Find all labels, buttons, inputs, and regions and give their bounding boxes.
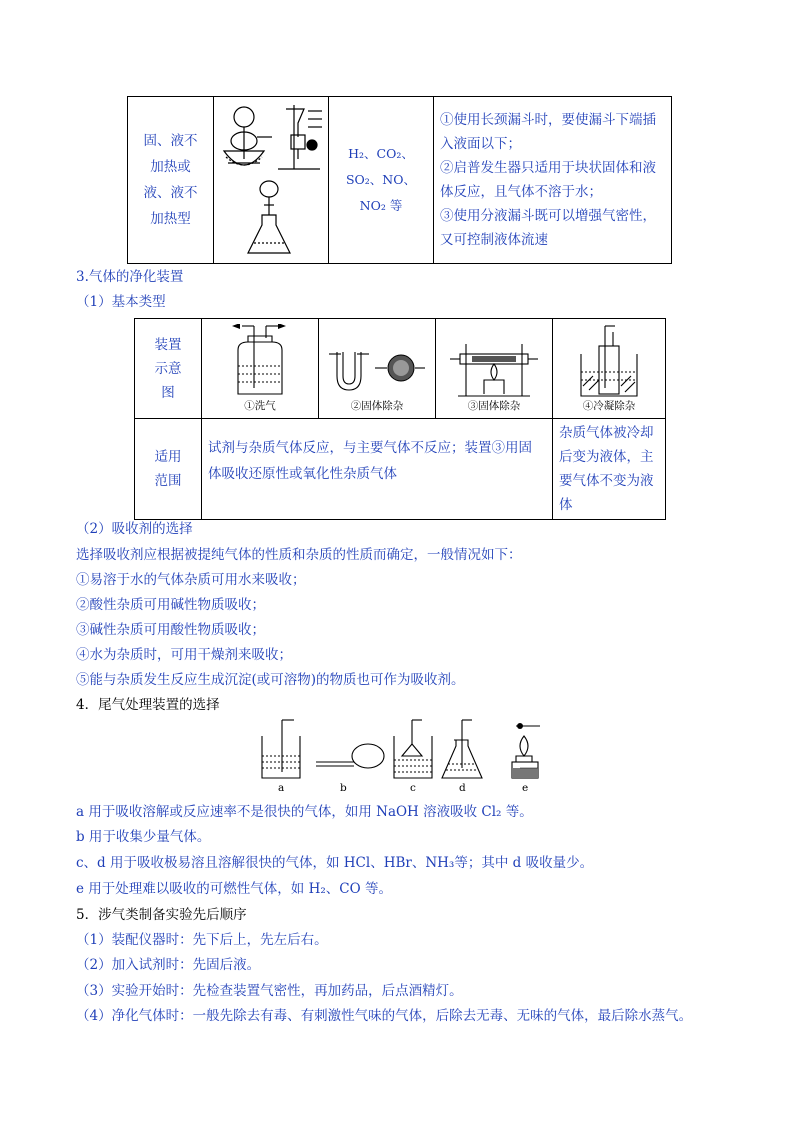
gases-list	[329, 141, 433, 219]
fig-label-c: c	[410, 782, 416, 794]
fig-label-a: a	[278, 782, 285, 794]
section5-title: 5．涉气类制备实验先后顺序	[76, 907, 247, 923]
type-label: 固、液不加热或液、液不加热型	[143, 133, 198, 227]
row2-header-cell	[135, 419, 202, 520]
tail-gas-line-cd: c、d 用于吸收极易溶且溶解很快的气体，如 HCl、HBr、NH₃等；其中 d 吸收量少。	[76, 855, 594, 871]
gases-line-3: NO₂ 等	[359, 198, 403, 213]
section3-title: 3.气体的净化装置	[76, 269, 184, 285]
fig-label-d: d	[459, 782, 466, 794]
order-item-1: （1）装配仪器时：先下后上，先左后右。	[76, 932, 328, 948]
wash-cell	[202, 319, 319, 419]
fig-label-e: e	[522, 782, 529, 794]
heat-cell	[436, 319, 553, 419]
absorbent-item-2: ②酸性杂质可用碱性物质吸收；	[76, 597, 265, 613]
notes-list	[434, 108, 671, 252]
section3-intro: 选择吸收剂应根据被提纯气体的性质和杂质的性质而确定，一般情况如下：	[76, 547, 522, 563]
generator-apparatus-figure	[214, 97, 328, 263]
note-1: ①使用长颈漏斗时，要使漏斗下端插入液面以下；	[440, 112, 656, 152]
row1-header: 装置示意图	[154, 336, 182, 401]
absorbent-item-5: ⑤能与杂质发生反应生成沉淀(或可溶物)的物质也可作为吸收剂。	[76, 672, 465, 688]
wash-bottle-figure	[202, 324, 318, 400]
caption-4: ④冷凝除杂	[582, 400, 636, 412]
note-3: ③使用分液漏斗既可以增强气密性，又可控制液体流速	[440, 208, 656, 248]
absorbent-item-3: ③碱性杂质可用酸性物质吸收；	[76, 622, 265, 638]
note-2: ②启普发生器只适用于块状固体和液体反应，且气体不溶于水；	[440, 160, 656, 200]
row2-header: 适用范围	[154, 449, 182, 489]
caption-3: ③固体除杂	[467, 400, 521, 412]
cold-trap-figure	[553, 324, 665, 400]
gases-line-1: H₂、CO₂、	[348, 146, 414, 161]
absorbent-item-4: ④水为杂质时，可用干燥剂来吸收；	[76, 647, 292, 663]
section4-title: 4．尾气处理装置的选择	[76, 697, 220, 713]
range-side-cell	[553, 419, 666, 520]
purify-table	[134, 318, 666, 520]
order-item-2: （2）加入试剂时：先固后液。	[76, 957, 261, 973]
gases-line-2: SO₂、NO、	[345, 172, 416, 187]
generator-table	[127, 96, 672, 264]
cool-cell	[553, 319, 666, 419]
caption-2: ②固体除杂	[350, 400, 404, 412]
tail-gas-figure	[254, 716, 554, 794]
tail-gas-line-b: b 用于收集少量气体。	[76, 829, 211, 845]
caption-1: ①洗气	[244, 400, 276, 412]
row1-header-cell	[135, 319, 202, 419]
gases-cell	[329, 97, 434, 264]
order-item-4: （4）净化气体时：一般先除去有毒、有刺激性气味的气体，后除去无毒、无味的气体，最后除水蒸气。	[76, 1008, 693, 1024]
fig-label-b: b	[340, 782, 347, 794]
apparatus-cell	[214, 97, 329, 264]
section3-sub2: （2）吸收剂的选择	[76, 521, 193, 537]
tail-gas-line-e: e 用于处理难以吸收的可燃性气体，如 H₂、CO 等。	[76, 881, 392, 897]
notes-cell	[434, 97, 672, 264]
section3-sub1: （1）基本类型	[76, 294, 166, 310]
range-main-cell	[202, 419, 553, 520]
order-item-3: （3）实验开始时：先检查装置气密性，再加药品，后点酒精灯。	[76, 983, 463, 999]
tail-gas-line-a: a 用于吸收溶解或反应速率不是很快的气体，如用 NaOH 溶液吸收 Cl₂ 等。	[76, 804, 533, 820]
range-main: 试剂与杂质气体反应，与主要气体不反应；装置③用固体吸收还原性或氧化性杂质气体	[208, 440, 532, 482]
u-tube-figure	[319, 324, 435, 400]
heated-tube-figure	[436, 324, 552, 400]
type-cell	[128, 97, 214, 264]
absorbent-item-1: ①易溶于水的气体杂质可用水来吸收；	[76, 572, 306, 588]
range-side: 杂质气体被冷却后变为液体，主要气体不变为液体	[559, 425, 654, 513]
utube-cell	[319, 319, 436, 419]
